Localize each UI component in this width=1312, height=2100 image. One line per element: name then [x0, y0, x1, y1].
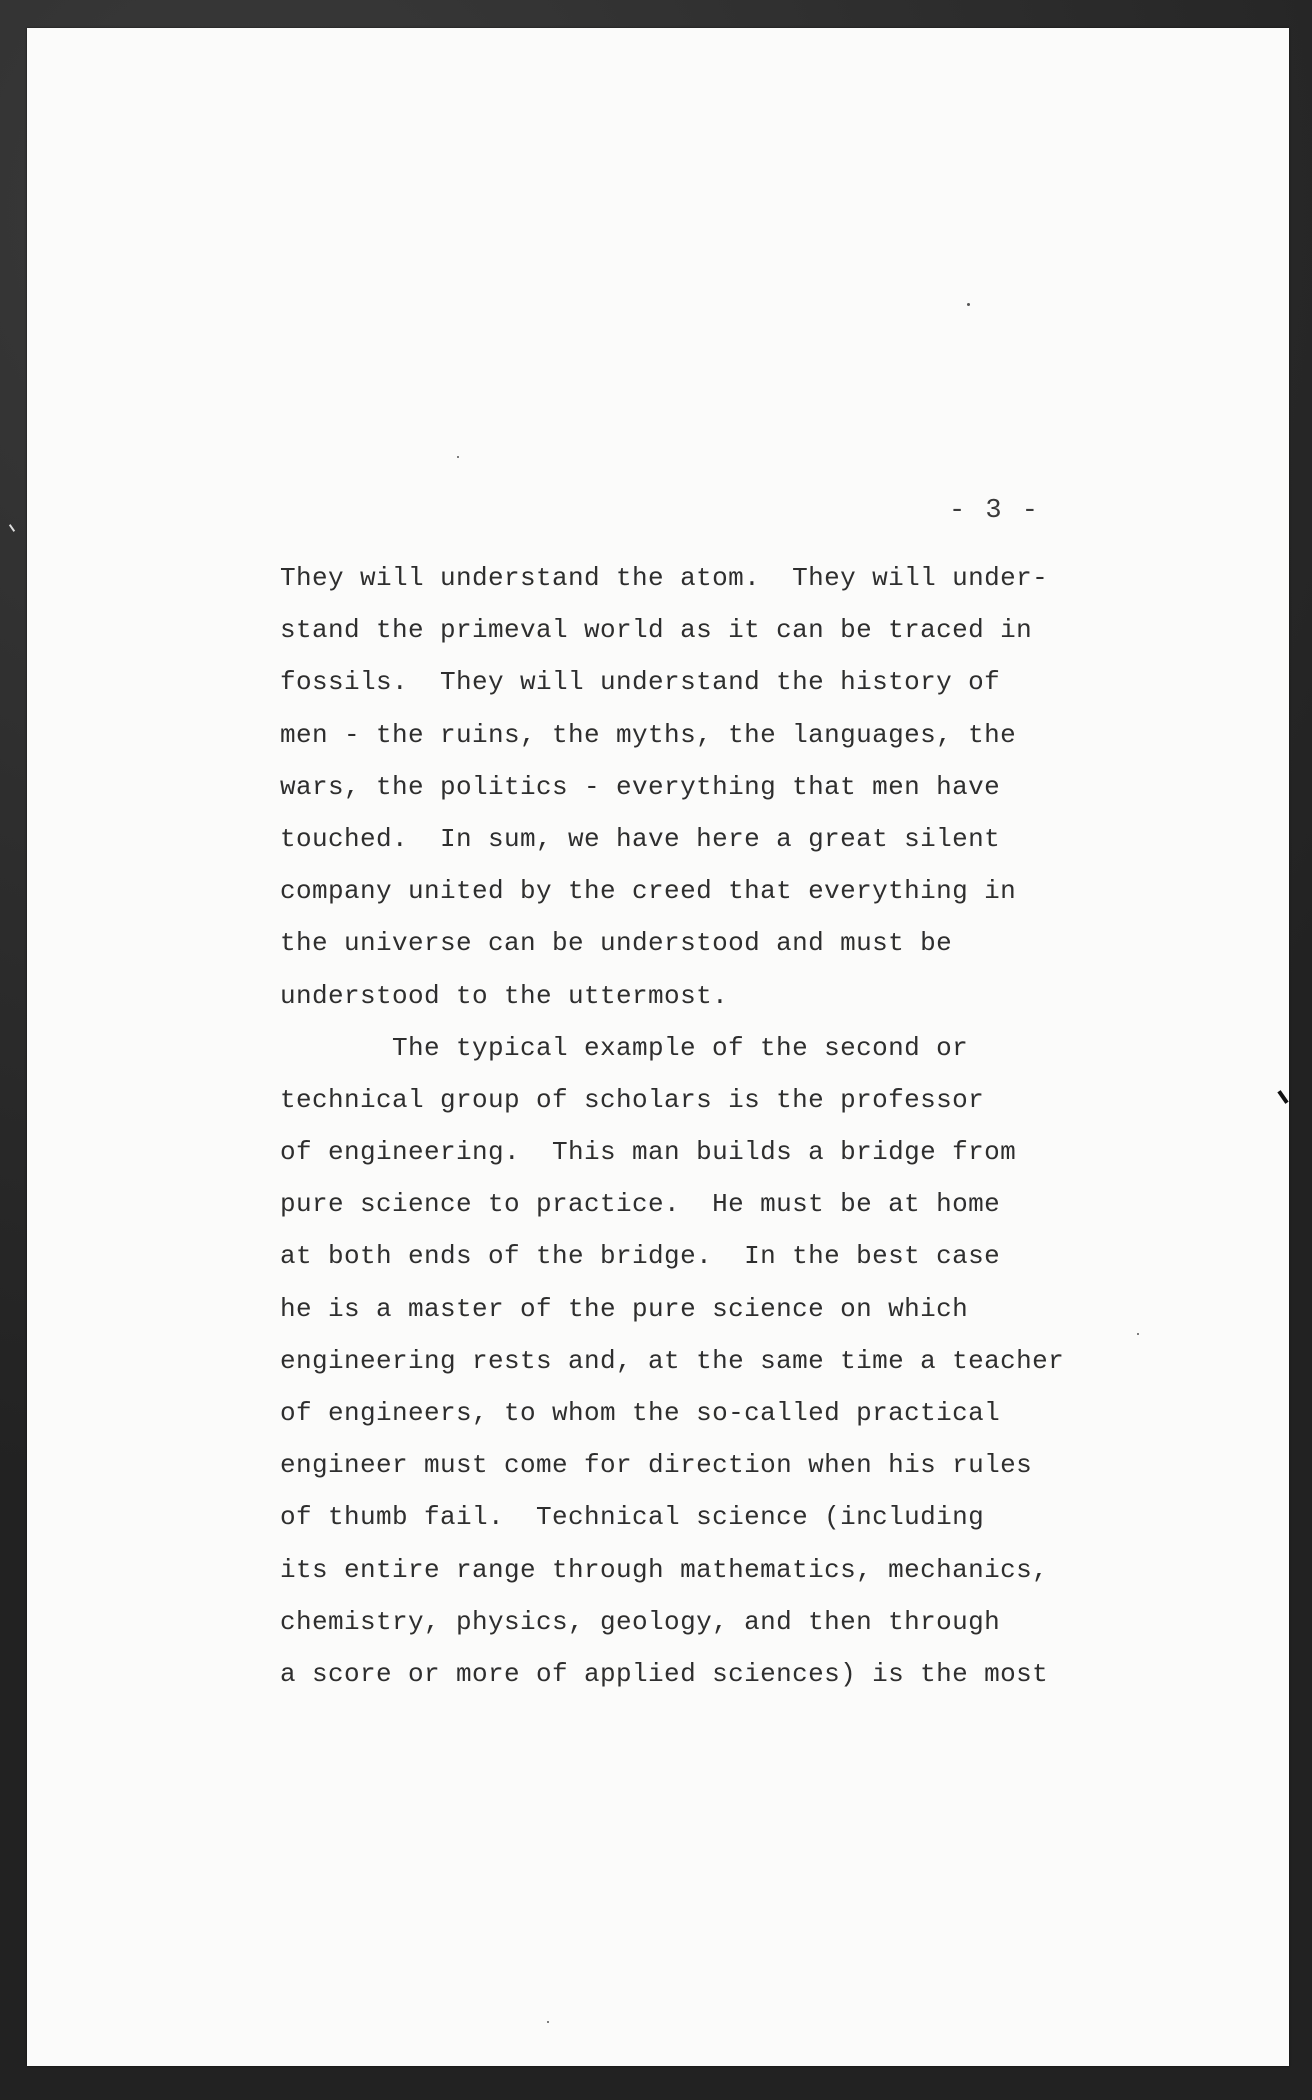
text-line: chemistry, physics, geology, and then through	[280, 1606, 1001, 1637]
text-line: of engineers, to whom the so-called practical	[280, 1398, 1001, 1428]
text-line: men - the ruins, the myths, the languages, the	[280, 719, 1017, 750]
text-line: at both ends of the bridge. In the best case	[280, 1241, 1001, 1272]
text-line: wars, the politics - everything that men have	[280, 771, 1001, 802]
text-line: touched. In sum, we have here a great silent	[280, 823, 1001, 854]
page-number: - 3 -	[949, 496, 1041, 526]
text-line: stand the primeval world as it can be traced in	[280, 615, 1033, 646]
text-line: fossils. They will understand the history of	[280, 667, 1001, 698]
paper-speck	[1137, 1333, 1139, 1335]
text-line: engineer must come for direction when his rules	[280, 1450, 1033, 1481]
text-line: company united by the creed that everything in	[280, 876, 1017, 907]
text-line: he is a master of the pure science on which	[280, 1293, 969, 1324]
paper-speck	[547, 2021, 549, 2023]
text-line: pure science to practice. He must be at home	[280, 1189, 1001, 1220]
text-line: the universe can be understood and must be	[280, 928, 953, 959]
text-line: understood to the uttermost.	[280, 980, 729, 1011]
paper-speck	[457, 456, 459, 458]
paper-speck	[967, 303, 970, 306]
text-line: its entire range through mathematics, mechanics,	[280, 1554, 1049, 1585]
text-line: a score or more of applied sciences) is the most	[280, 1658, 1049, 1689]
typed-page	[27, 28, 1289, 2066]
scan-mark	[1277, 1090, 1288, 1104]
body-text	[280, 552, 1120, 1700]
text-line: They will understand the atom. They will under-	[280, 563, 1049, 593]
text-line: engineering rests and, at the same time a teacher	[280, 1345, 1065, 1376]
text-line: of thumb fail. Technical science (including	[280, 1502, 985, 1533]
paragraph-start-line: The typical example of the second or	[392, 1032, 969, 1063]
text-line: technical group of scholars is the professor	[280, 1084, 985, 1115]
text-line: of engineering. This man builds a bridge from	[280, 1137, 1017, 1168]
